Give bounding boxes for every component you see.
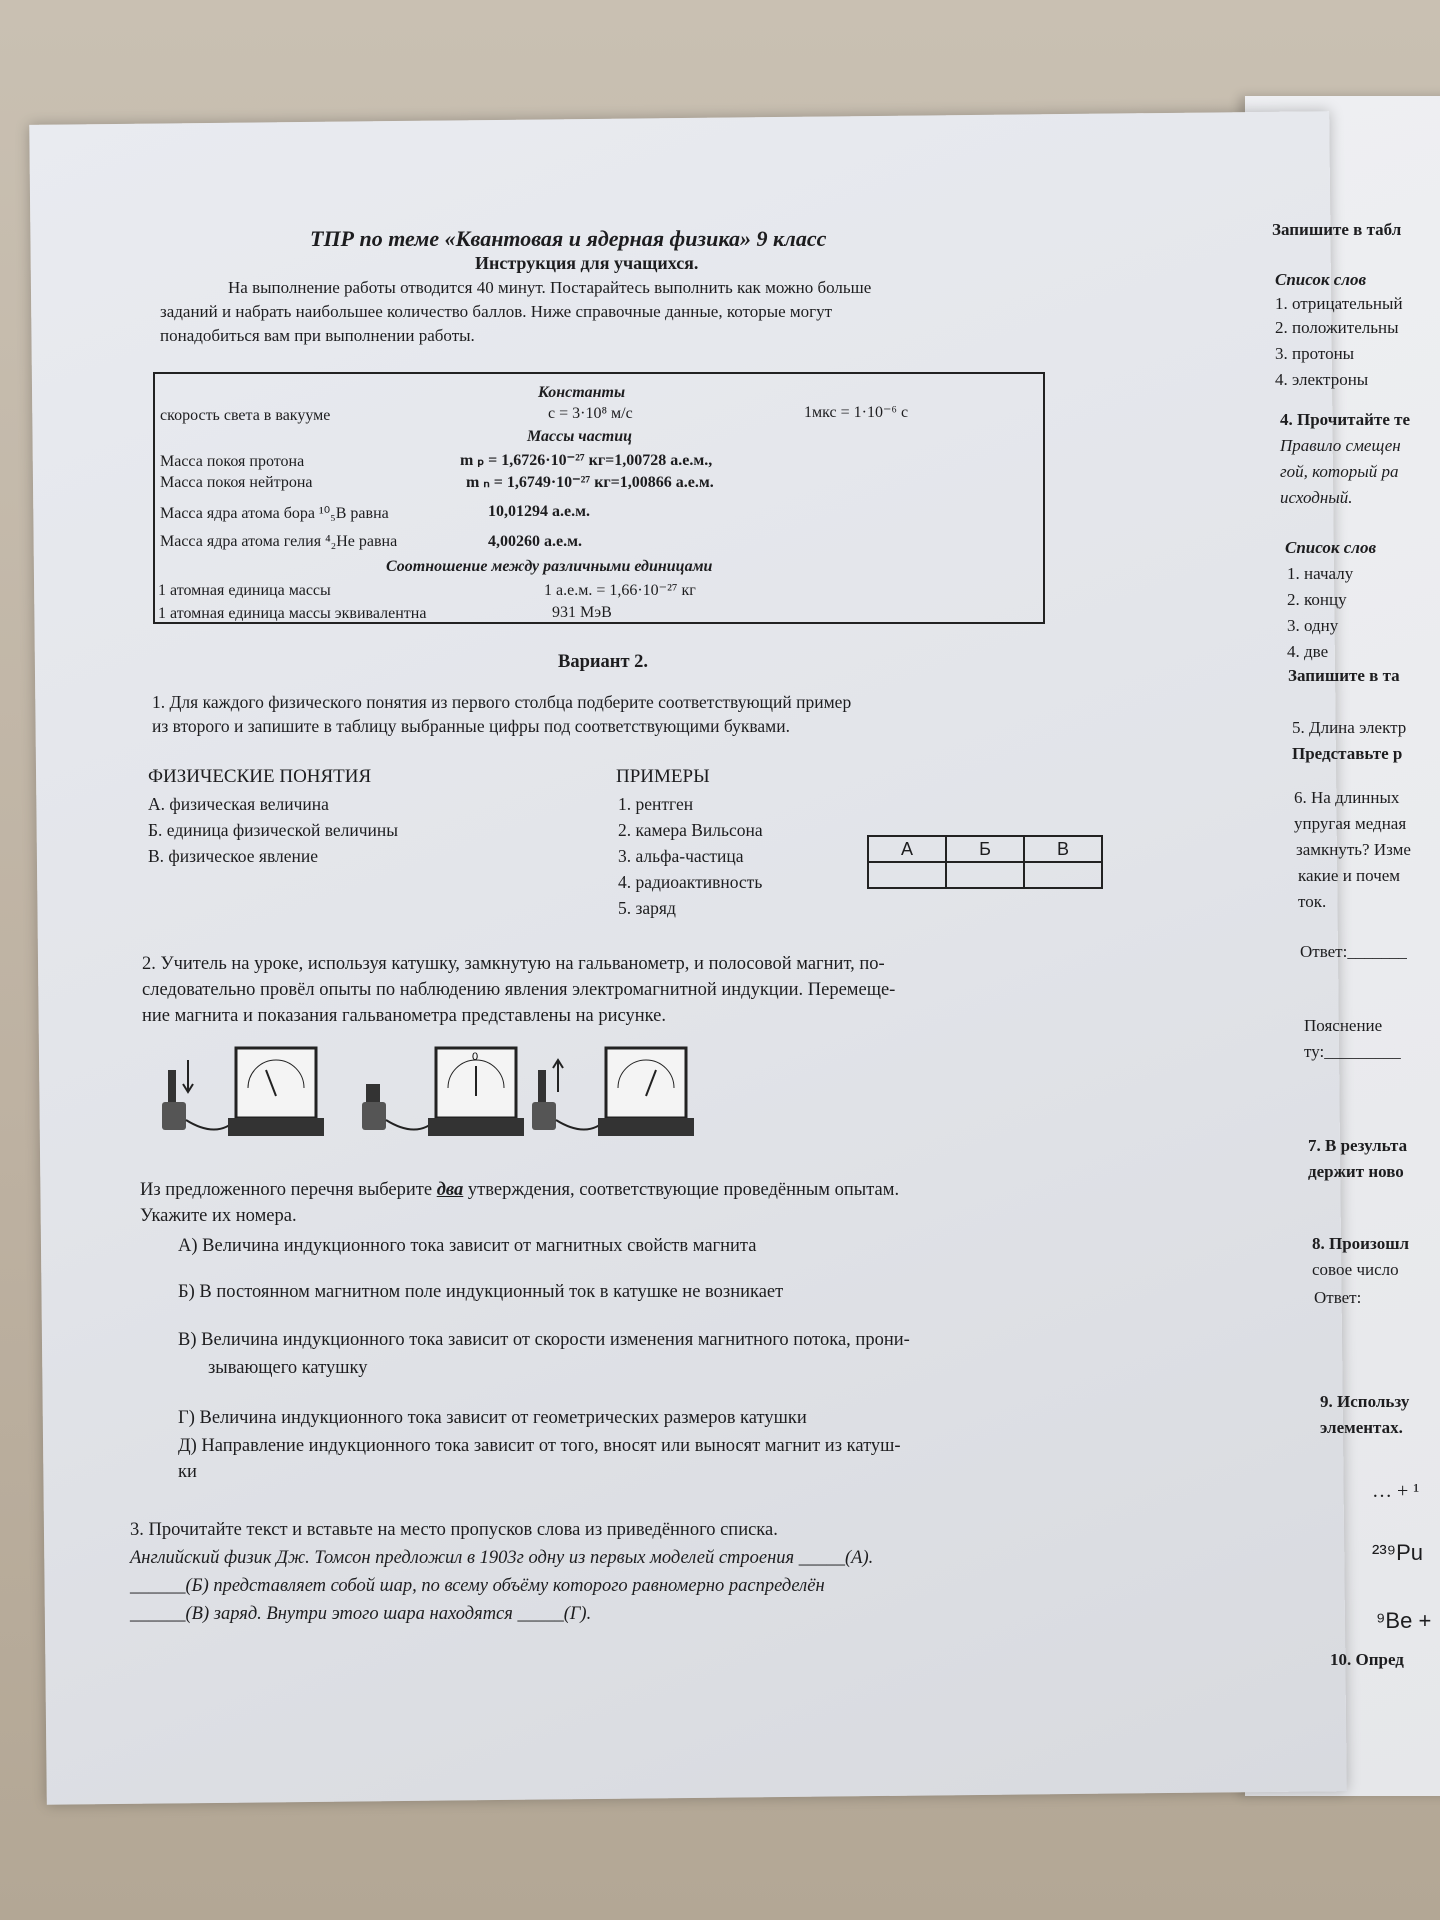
q2-option-d: Д) Направление индукционного тока зависит от того, вносят или выносят магнит из катуш-	[178, 1436, 901, 1456]
q1-example: 4. радиоактивность	[618, 872, 763, 892]
answer-header-v: В	[1024, 836, 1102, 862]
q3-text: 3. Прочитайте текст и вставьте на место пропусков слова из приведённого списка.	[130, 1520, 778, 1540]
right-line: 1. отрицательный	[1275, 294, 1403, 313]
right-line: 10. Опред	[1330, 1650, 1404, 1669]
q2-option-v: В) Величина индукционного тока зависит от скорости изменения магнитного потока, прони-	[178, 1330, 910, 1350]
right-line: 4. две	[1287, 642, 1329, 661]
right-line: ток.	[1298, 892, 1327, 911]
gauge-zero-label: 0	[472, 1051, 479, 1063]
right-line: Запишите в табл	[1272, 220, 1402, 239]
mks-value: 1мкс = 1·10⁻⁶ с	[804, 404, 909, 421]
galvanometer-figure	[158, 1040, 728, 1150]
magnet-icon	[168, 1070, 176, 1106]
q1-concept: В. физическое явление	[148, 846, 318, 866]
right-line: Список слов	[1285, 538, 1377, 557]
magnet-icon	[538, 1070, 546, 1106]
right-line: исходный.	[1280, 488, 1353, 507]
q2-select-text: Из предложенного перечня выберите два утверждения, соответствующие проведённым опытам.	[140, 1180, 900, 1200]
amu-energy-label: 1 атомная единица массы эквивалентна	[158, 605, 427, 622]
right-line: 2. положительны	[1275, 318, 1399, 337]
right-line: 3. протоны	[1275, 344, 1355, 363]
right-line: 3. одну	[1287, 616, 1339, 635]
right-line: элементах.	[1320, 1418, 1403, 1437]
q2-option-b: Б) В постоянном магнитном поле индукционный ток в катушке не возникает	[178, 1282, 784, 1302]
right-line: 5. Длина электр	[1292, 718, 1407, 737]
emphasis-two: два	[436, 1180, 464, 1200]
coil-icon	[362, 1102, 386, 1130]
q2-text: ние магнита и показания гальванометра представлены на рисунке.	[142, 1006, 666, 1026]
q3-text: ______(В) заряд. Внутри этого шара находятся _____(Г).	[130, 1604, 592, 1624]
masses-heading: Массы частиц	[527, 428, 633, 445]
speed-label: скорость света в вакууме	[160, 407, 331, 424]
right-line: 6. На длинных	[1294, 788, 1400, 807]
right-line: Ответ:_______	[1300, 942, 1407, 961]
right-line: ту:_________	[1304, 1042, 1401, 1061]
right-line: Список слов	[1275, 270, 1367, 289]
q2-text: следовательно провёл опыты по наблюдению явления электромагнитной индукции. Перемеще-	[142, 980, 896, 1000]
arrow-up-icon	[553, 1060, 563, 1092]
neutron-value: m ₙ = 1,6749·10⁻²⁷ кг=1,00866 а.е.м.	[466, 474, 714, 491]
right-line: Правило смещен	[1280, 436, 1401, 455]
constants-heading: Константы	[538, 384, 626, 401]
right-line: совое число	[1312, 1260, 1399, 1279]
q3-text: Английский физик Дж. Томсон предложил в 1903г одну из первых моделей строения _____(А).	[130, 1548, 874, 1568]
answer-header-b: Б	[946, 836, 1024, 862]
q2-select-text: Укажите их номера.	[140, 1206, 297, 1226]
right-line: 4. электроны	[1275, 370, 1369, 389]
coil-icon	[532, 1102, 556, 1130]
answer-table	[867, 835, 1103, 889]
answer-header-a: А	[868, 836, 946, 862]
variant-title: Вариант 2.	[558, 652, 649, 672]
amu-value: 1 а.е.м. = 1,66·10⁻²⁷ кг	[544, 582, 696, 599]
q1-example: 3. альфа-частица	[618, 846, 744, 866]
proton-label: Масса покоя протона	[160, 453, 305, 470]
intro-line: заданий и набрать наибольшее количество баллов. Ниже справочные данные, которые могут	[160, 302, 833, 321]
q2-option-g: Г) Величина индукционного тока зависит от геометрических размеров катушки	[178, 1408, 807, 1428]
helium-value: 4,00260 а.е.м.	[488, 533, 582, 550]
right-line: 4. Прочитайте те	[1280, 410, 1411, 429]
right-line: 1. началу	[1287, 564, 1354, 583]
page-subtitle: Инструкция для учащихся.	[475, 253, 699, 273]
amu-label: 1 атомная единица массы	[158, 582, 331, 599]
q1-concept: Б. единица физической величины	[148, 820, 399, 840]
right-line: какие и почем	[1298, 866, 1401, 885]
answer-cell-a[interactable]	[868, 862, 946, 888]
right-line: 2. концу	[1287, 590, 1347, 609]
q1-col2-head: ПРИМЕРЫ	[616, 766, 710, 787]
right-line: Запишите в та	[1288, 666, 1400, 685]
right-line: … + ¹	[1372, 1480, 1420, 1502]
page-title: ТПР по теме «Квантовая и ядерная физика» 9 класс	[310, 226, 827, 251]
right-line: 8. Произошл	[1312, 1234, 1410, 1253]
helium-label: Масса ядра атома гелия ⁴₂He равна	[160, 533, 398, 550]
experiment-2	[362, 1048, 524, 1136]
right-line: гой, который ра	[1280, 462, 1399, 481]
q2-text: 2. Учитель на уроке, используя катушку, замкнутую на гальванометр, и полосовой магнит, по-	[142, 954, 885, 974]
q1-col1-head: ФИЗИЧЕСКИЕ ПОНЯТИЯ	[148, 766, 372, 787]
right-line: 7. В результа	[1308, 1136, 1408, 1155]
q3-text: ______(Б) представляет собой шар, по всему объёму которого равномерно распределён	[130, 1576, 825, 1596]
right-line: 9. Использу	[1320, 1392, 1410, 1411]
right-line: Пояснение	[1304, 1016, 1383, 1035]
ratio-heading: Соотношение между различными единицами	[386, 558, 713, 575]
right-line: ²³⁹Pu	[1372, 1540, 1423, 1565]
right-line: замкнуть? Изме	[1296, 840, 1411, 859]
right-line: упругая медная	[1294, 814, 1407, 833]
coil-icon	[162, 1102, 186, 1130]
answer-cell-v[interactable]	[1024, 862, 1102, 888]
arrow-down-icon	[183, 1060, 193, 1092]
right-line: Ответ:	[1314, 1288, 1362, 1307]
answer-cell-b[interactable]	[946, 862, 1024, 888]
neutron-label: Масса покоя нейтрона	[160, 474, 313, 491]
q1-text: из второго и запишите в таблицу выбранные цифры под соответствующими буквами.	[152, 716, 790, 736]
q1-example: 2. камера Вильсона	[618, 820, 763, 840]
speed-value: c = 3·10⁸ м/с	[548, 405, 633, 422]
boron-value: 10,01294 а.е.м.	[488, 503, 590, 520]
q1-text: 1. Для каждого физического понятия из первого столбца подберите соответствующий пример	[152, 692, 852, 712]
q2-option-d-cont: ки	[178, 1462, 197, 1482]
q1-concept: А. физическая величина	[148, 794, 329, 814]
intro-line: понадобиться вам при выполнении работы.	[160, 326, 475, 345]
experiment-3	[532, 1048, 694, 1136]
q1-example: 5. заряд	[618, 898, 676, 918]
boron-label: Масса ядра атома бора ¹⁰₅B равна	[160, 505, 389, 522]
q1-example: 1. рентген	[618, 794, 694, 814]
q2-option-a: А) Величина индукционного тока зависит от магнитных свойств магнита	[178, 1236, 757, 1256]
proton-value: m ₚ = 1,6726·10⁻²⁷ кг=1,00728 а.е.м.,	[460, 452, 713, 469]
amu-energy-value: 931 МэВ	[552, 604, 612, 621]
intro-line: На выполнение работы отводится 40 минут. Постарайтесь выполнить как можно больше	[228, 278, 872, 297]
q2-option-v-cont: зывающего катушку	[208, 1358, 368, 1378]
experiment-1	[162, 1048, 324, 1136]
right-line: ⁹Be +	[1376, 1608, 1432, 1633]
right-line: держит ново	[1308, 1162, 1404, 1181]
right-line: Представьте р	[1292, 744, 1403, 763]
